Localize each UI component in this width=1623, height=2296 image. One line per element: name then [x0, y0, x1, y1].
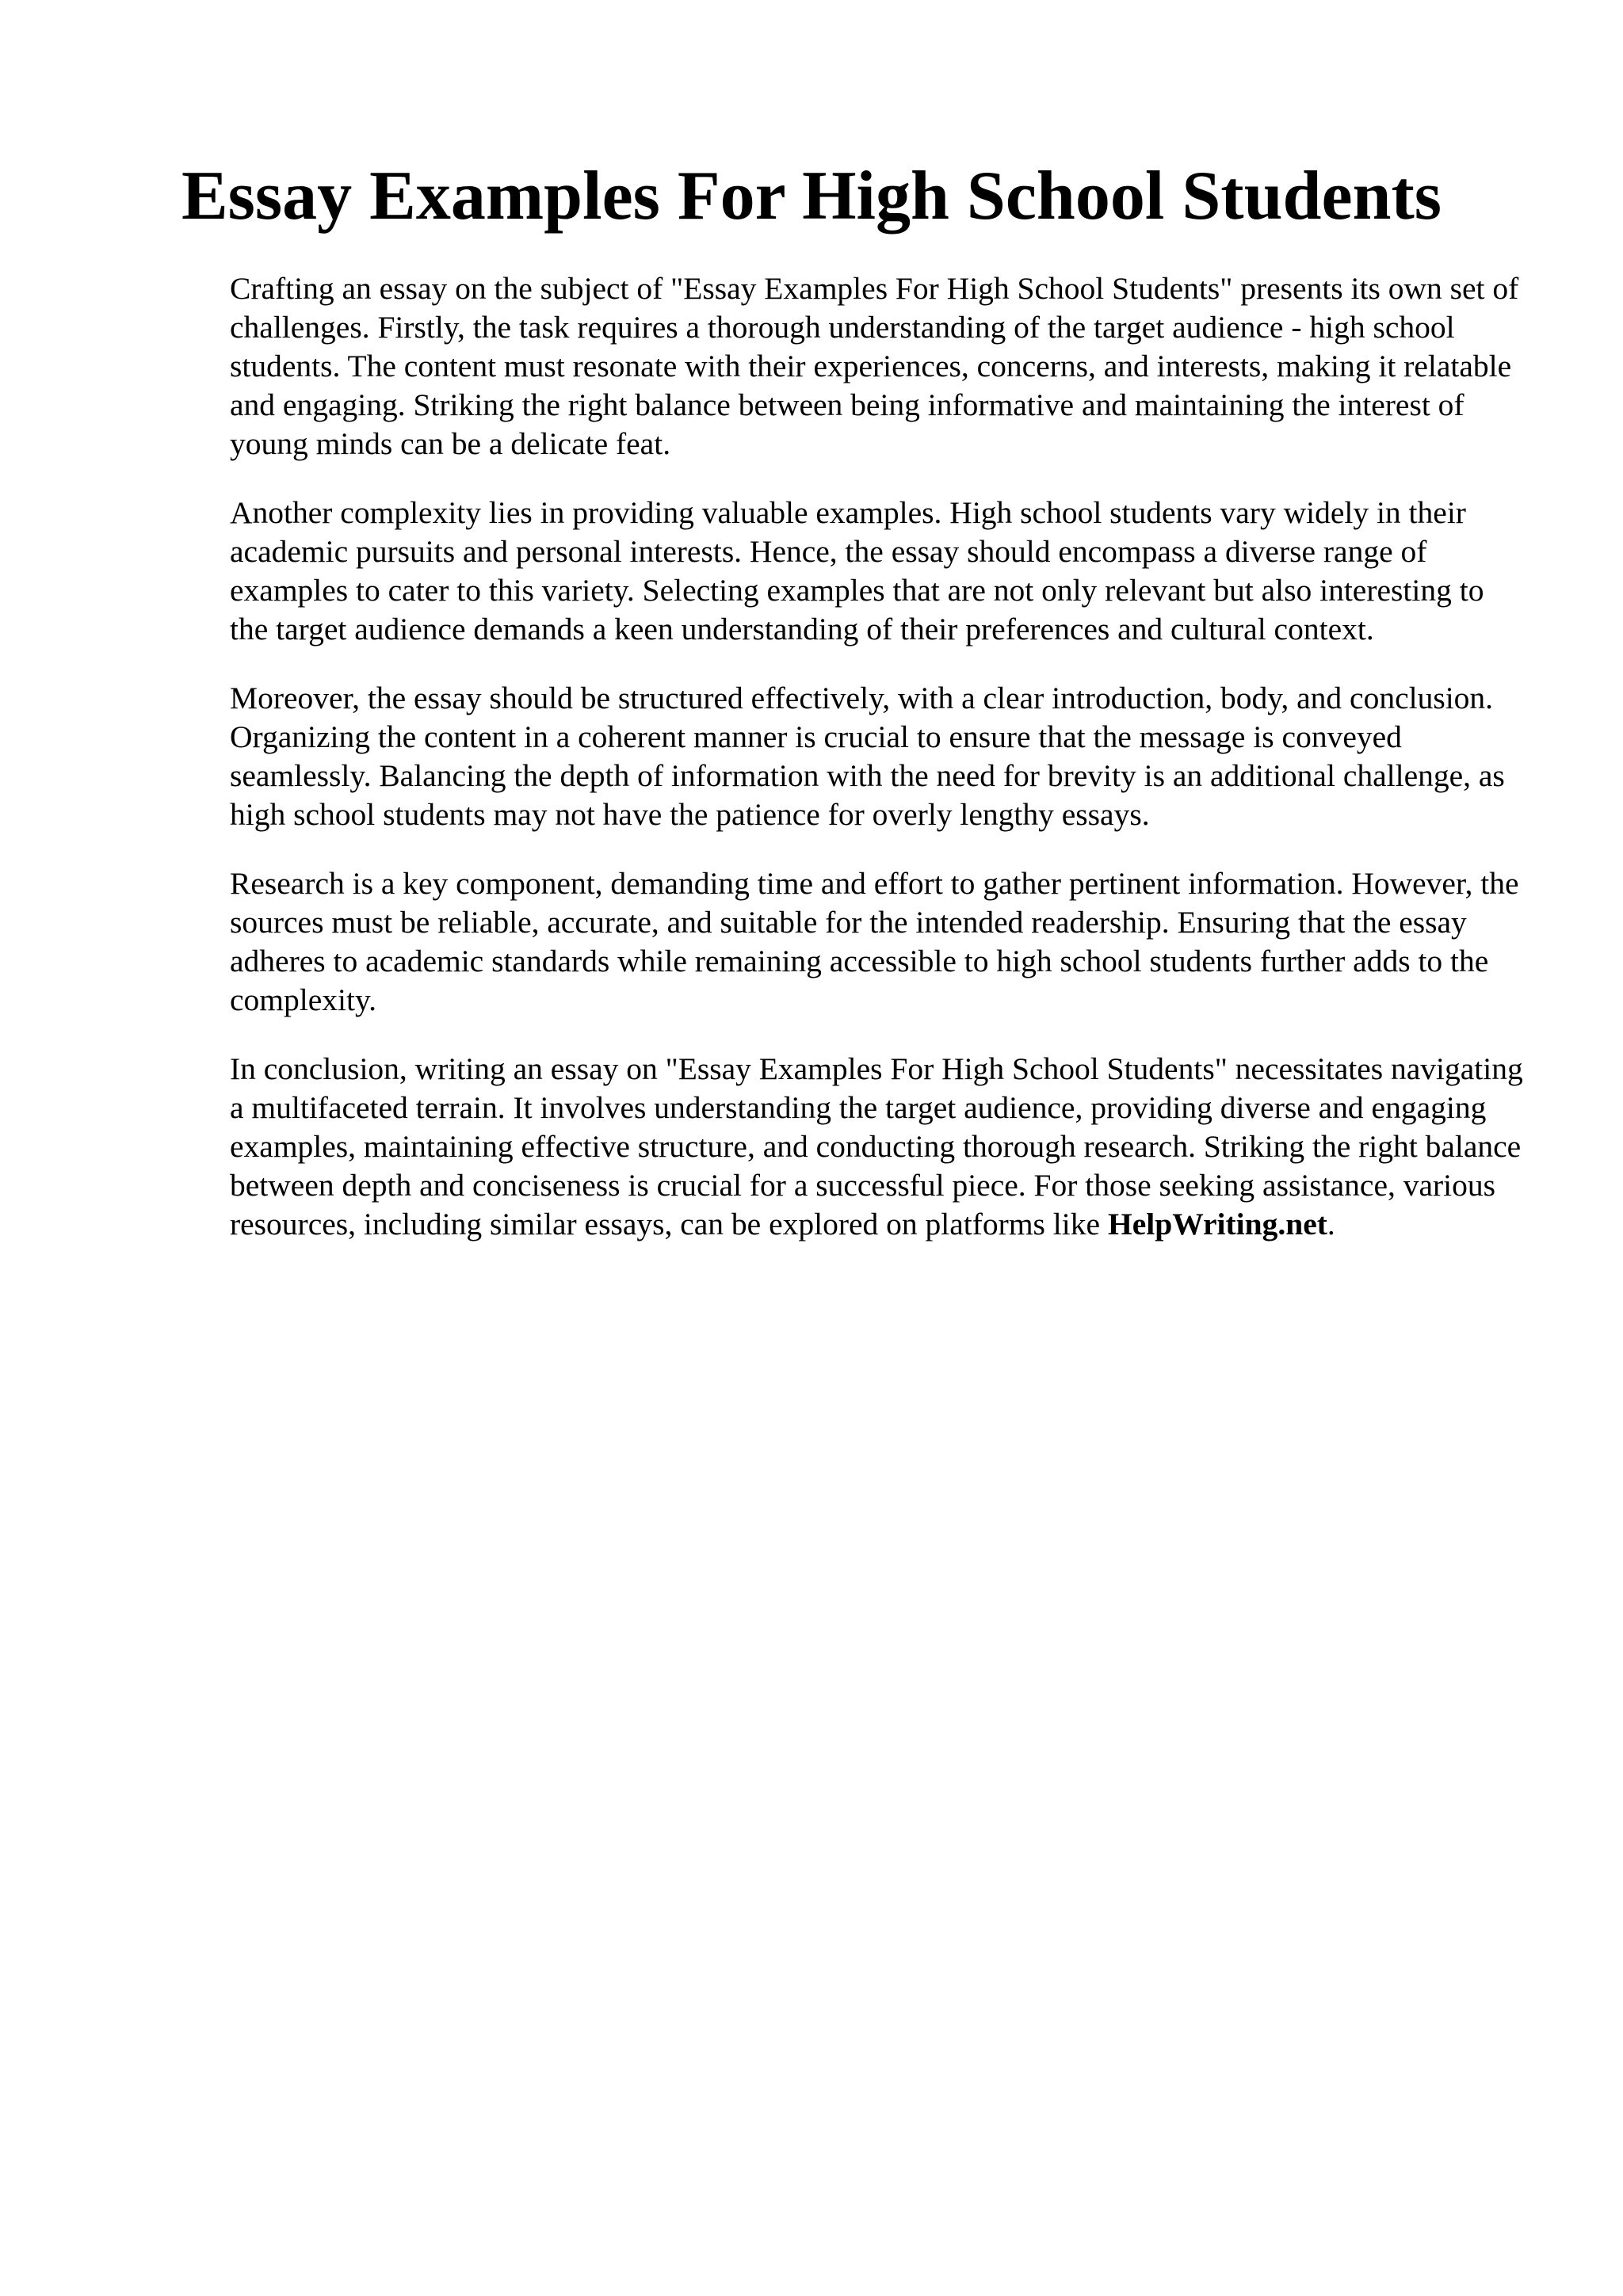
paragraph-3: Moreover, the essay should be structured effectively, with a clear introduction, body, and conclusion. Organizing the content in a coherent manner is crucial to ensure that the message is conveyed seamlessly. Balancing the depth of information with the need for brevity is an additional challenge, as high school students may not have the patience for overly lengthy essays.	[230, 681, 1505, 832]
helpwriting-link[interactable]: HelpWriting.net	[1108, 1207, 1327, 1241]
paragraph-2: Another complexity lies in providing valuable examples. High school students vary widely in their academic pursuits and personal interests. Hence, the essay should encompass a diverse range of examples to cater to this variety. Selecting examples that are not only relevant but also interesting to the target audience demands a keen understanding of their preferences and cultural context.	[230, 495, 1484, 646]
conclusion-period: .	[1327, 1207, 1335, 1241]
paragraph-conclusion	[230, 1050, 1529, 1244]
conclusion-text: In conclusion, writing an essay on "Essay Examples For High School Students" necessitates navigating a multifaceted terrain. It involves understanding the target audience, providing diverse and engaging examples, maintaining effective structure, and conducting thorough research. Striking the right balance between depth and conciseness is crucial for a successful piece. For those seeking assistance, various resources, including similar essays, can be explored on platforms like	[230, 1051, 1523, 1241]
page-title: Essay Examples For High School Students	[181, 158, 1442, 235]
essay-body	[230, 269, 1529, 1274]
paragraph-1: Crafting an essay on the subject of "Essay Examples For High School Students" presents its own set of challenges. Firstly, the task requires a thorough understanding of the target audience - high school students. The content must resonate with their experiences, concerns, and interests, making it relatable and engaging. Striking the right balance between being informative and maintaining the interest of young minds can be a delicate feat.	[230, 271, 1519, 461]
paragraph-4: Research is a key component, demanding time and effort to gather pertinent information. However, the sources must be reliable, accurate, and suitable for the intended readership. Ensuring that the essay adheres to academic standards while remaining accessible to high school students further adds to the complexity.	[230, 866, 1519, 1017]
